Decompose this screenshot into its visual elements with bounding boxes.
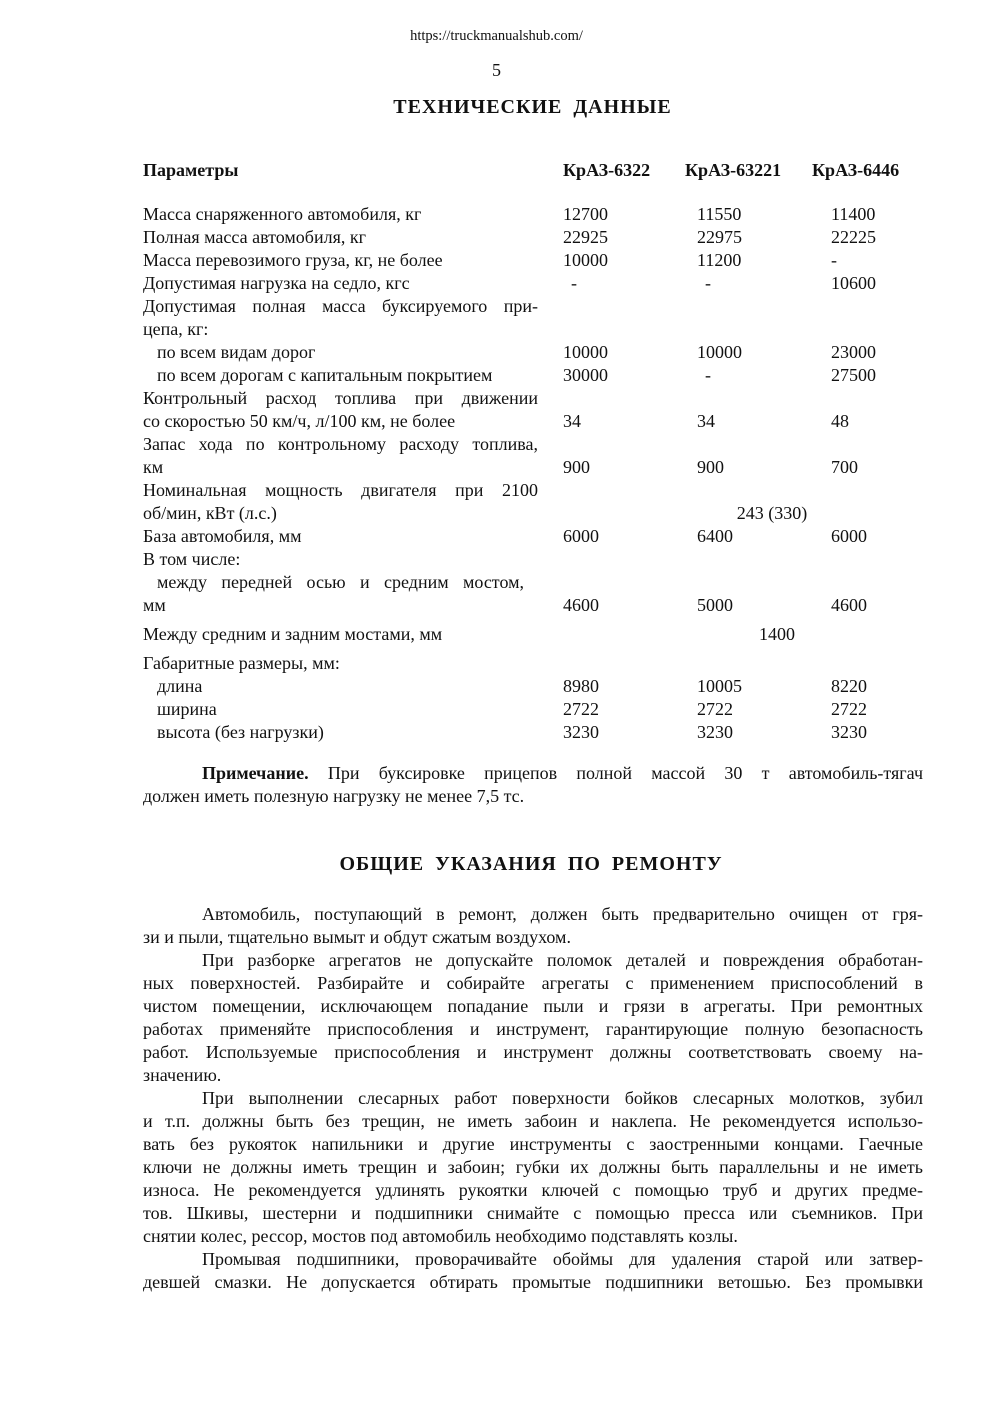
- param-value: 900: [563, 457, 590, 477]
- param-value: 8220: [831, 676, 867, 696]
- param-value: 1400: [759, 624, 795, 644]
- text-line: ных поверхностей. Разбирайте и собирайте агрегаты с применением приспособлений в: [143, 973, 923, 993]
- param-value: 2722: [697, 699, 733, 719]
- param-label: В том числе:: [143, 549, 241, 569]
- text-line: износа. Не рекомендуется удлинять рукоятки ключей с помощью труб и других предме-: [143, 1180, 923, 1200]
- param-value: 6400: [697, 526, 733, 546]
- page-number: 5: [492, 60, 501, 80]
- param-value: 2722: [831, 699, 867, 719]
- text-line: и т.п. должны быть без трещин, не иметь забоин и наклепа. Не рекомендуется использо-: [143, 1111, 923, 1131]
- text-line: работ. Используемые приспособления и инструмент должны соответствовать своему на-: [143, 1042, 923, 1062]
- param-value: 10000: [563, 250, 608, 270]
- text-line: При разборке агрегатов не допускайте поломок деталей и повреждения обработан-: [202, 950, 923, 970]
- param-value: -: [705, 273, 711, 293]
- param-value: 11550: [697, 204, 742, 224]
- note-label: Примечание.: [202, 763, 309, 783]
- param-value: 12700: [563, 204, 608, 224]
- general-instructions-text: [143, 903, 923, 1294]
- param-value: 2722: [563, 699, 599, 719]
- param-label: цепа, кг:: [143, 319, 209, 339]
- param-label: Допустимая нагрузка на седло, кгс: [143, 273, 410, 293]
- param-label: длина: [157, 676, 203, 696]
- general-instructions-title: ОБЩИЕ УКАЗАНИЯ ПО РЕМОНТУ: [339, 853, 723, 875]
- param-value: 10000: [697, 342, 742, 362]
- text-line: значению.: [143, 1065, 222, 1085]
- text-line: зи и пыли, тщательно вымыт и обдут сжатым воздухом.: [143, 927, 571, 947]
- text-line: ключи не должны иметь трещин и забоин; губки их должны быть параллельны и не иметь: [143, 1157, 923, 1177]
- param-value: 23000: [831, 342, 876, 362]
- param-label: Запас хода по контрольному расходу топлива,: [143, 434, 538, 454]
- param-value: 3230: [697, 722, 733, 742]
- text-line: Автомобиль, поступающий в ремонт, должен быть предварительно очищен от гря-: [202, 904, 923, 924]
- column-header-model: КрАЗ-6322: [563, 160, 651, 180]
- param-value: 6000: [563, 526, 599, 546]
- param-label: об/мин, кВт (л.с.): [143, 503, 277, 523]
- param-value: 4600: [831, 595, 867, 615]
- text-line: вать без рукояток напильники и другие инструменты с заостренными концами. Гаечные: [143, 1134, 923, 1154]
- tech-data-title: ТЕХНИЧЕСКИЕ ДАННЫЕ: [393, 96, 672, 118]
- param-value: 11400: [831, 204, 876, 224]
- param-value: 10005: [697, 676, 742, 696]
- param-value: 11200: [697, 250, 742, 270]
- param-label: по всем дорогам с капитальным покрытием: [157, 365, 493, 385]
- param-value: 30000: [563, 365, 608, 385]
- param-label: Допустимая полная масса буксируемого при-: [143, 296, 538, 316]
- text-line: снятии колес, рессор, мостов под автомобиль необходимо подставлять козлы.: [143, 1226, 738, 1246]
- param-value: 34: [563, 411, 581, 431]
- param-label: Контрольный расход топлива при движении: [143, 388, 538, 408]
- param-label: км: [143, 457, 164, 477]
- param-label: между передней осью и средним мостом,: [157, 572, 524, 592]
- column-header-model: КрАЗ-63221: [685, 160, 782, 180]
- param-value: 27500: [831, 365, 876, 385]
- param-label: по всем видам дорог: [157, 342, 316, 362]
- param-value: 22925: [563, 227, 608, 247]
- param-value: 8980: [563, 676, 599, 696]
- param-label: мм: [143, 595, 166, 615]
- param-value: 10000: [563, 342, 608, 362]
- param-value: 3230: [831, 722, 867, 742]
- param-label: Масса перевозимого груза, кг, не более: [143, 250, 443, 270]
- param-label: Масса снаряженного автомобиля, кг: [143, 204, 422, 224]
- spec-table: [143, 0, 923, 760]
- param-value: 700: [831, 457, 858, 477]
- param-value: 48: [831, 411, 849, 431]
- param-value: 6000: [831, 526, 867, 546]
- param-value: 243 (330): [736, 503, 808, 523]
- text-line: работах применяйте приспособления и инструмент, гарантирующие полную безопасность: [143, 1019, 923, 1039]
- param-value: -: [831, 250, 837, 270]
- column-header-model: КрАЗ-6446: [812, 160, 900, 180]
- note-paragraph: [143, 762, 923, 808]
- text-line: При выполнении слесарных работ поверхности бойков слесарных молотков, зубил: [202, 1088, 923, 1108]
- note-line-1: При буксировке прицепов полной массой 30 т автомобиль-тягач: [327, 763, 924, 783]
- note-line-2: должен иметь полезную нагрузку не менее 7,5 тс.: [143, 786, 525, 806]
- param-label: База автомобиля, мм: [143, 526, 302, 546]
- param-value: 22975: [697, 227, 742, 247]
- param-label: Номинальная мощность двигателя при 2100: [143, 480, 538, 500]
- param-value: -: [571, 273, 577, 293]
- text-line: девшей смазки. Не допускается обтирать промытые подшипники ветошью. Без промывки: [143, 1272, 923, 1292]
- param-value: 34: [697, 411, 715, 431]
- param-value: 4600: [563, 595, 599, 615]
- param-value: -: [705, 365, 711, 385]
- text-line: чистом помещении, исключающем попадание пыли и грязи в агрегаты. При ремонтных: [143, 996, 923, 1016]
- text-line: тов. Шкивы, шестерни и подшипники снимайте с помощью пресса или съемников. При: [143, 1203, 923, 1223]
- param-value: 22225: [831, 227, 876, 247]
- param-label: высота (без нагрузки): [157, 722, 324, 742]
- source-url: https://truckmanualshub.com/: [410, 28, 583, 44]
- param-value: 10600: [831, 273, 876, 293]
- text-line: Промывая подшипники, проворачивайте обоймы для удаления старой или затвер-: [202, 1249, 923, 1269]
- param-value: 3230: [563, 722, 599, 742]
- param-label: со скоростью 50 км/ч, л/100 км, не более: [143, 411, 456, 431]
- param-value: 900: [697, 457, 724, 477]
- column-header-parameters: Параметры: [143, 160, 239, 180]
- param-label: ширина: [157, 699, 217, 719]
- param-value: 5000: [697, 595, 733, 615]
- param-label: Габаритные размеры, мм:: [143, 653, 340, 673]
- param-label: Полная масса автомобиля, кг: [143, 227, 366, 247]
- param-label: Между средним и задним мостами, мм: [143, 624, 443, 644]
